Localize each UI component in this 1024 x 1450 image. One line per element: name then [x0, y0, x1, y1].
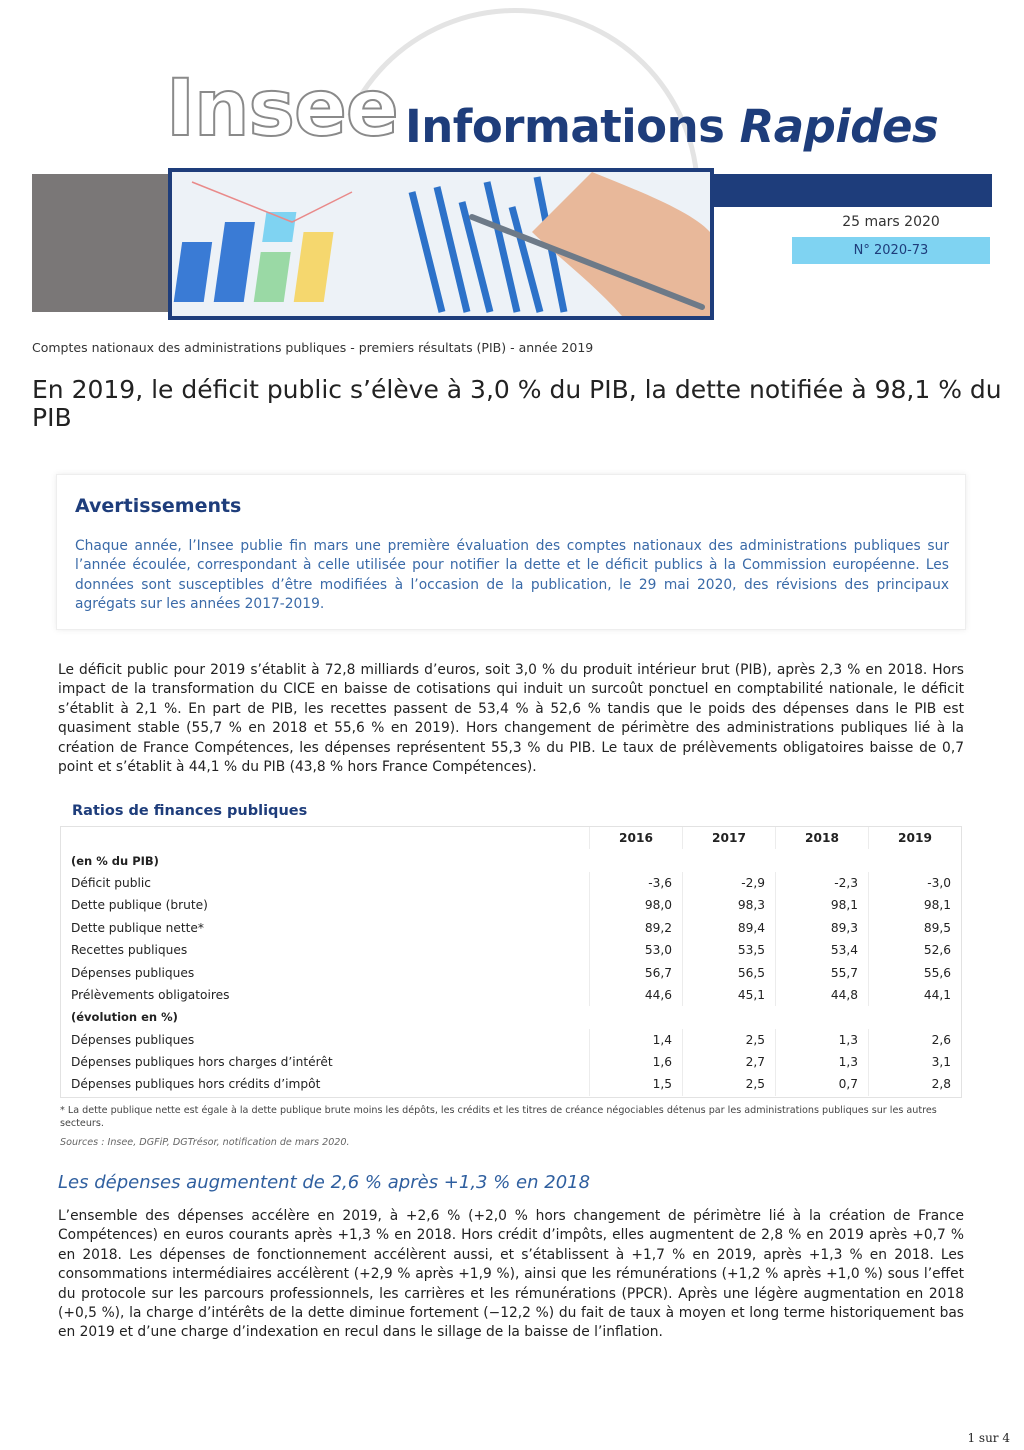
cell-value: 53,4 — [776, 939, 869, 961]
row-label: Dépenses publiques hors crédits d’impôt — [71, 1077, 321, 1092]
insee-logo: Insee — [166, 64, 398, 154]
cell-value: 89,4 — [683, 917, 776, 939]
row-label: Dépenses publiques — [71, 965, 195, 980]
cell-value: 2,5 — [683, 1073, 776, 1095]
publication-title-main: Informations — [405, 100, 725, 153]
warning-text: Chaque année, l’Insee publie fin mars une première évaluation des comptes nationaux des administrations publiques sur l’année écoulée, correspondant à celle utilisée pour notifier la dette et le déficit publics à la Commission européenne. Les données sont susceptibles d’être modifiées à l’occasion de la publication, le 29 mai 2020, des révisions des principaux agrégats sur les années 2017-2019. — [75, 538, 949, 613]
table-row — [61, 894, 961, 916]
table-row — [61, 939, 961, 961]
header-blue-band — [712, 174, 992, 207]
page-number: 1 sur 4 — [967, 1431, 1010, 1445]
cell-value: 44,6 — [590, 984, 683, 1006]
table-section-row — [61, 1006, 961, 1028]
row-label: Déficit public — [71, 875, 151, 890]
cell-value: 44,8 — [776, 984, 869, 1006]
table-row — [61, 917, 961, 939]
row-label: Recettes publiques — [71, 943, 188, 958]
row-label: Dette publique (brute) — [71, 898, 208, 913]
cell-value: 98,0 — [590, 894, 683, 916]
table-row — [61, 961, 961, 983]
table-footnote: * La dette publique nette est égale à la dette publique brute moins les dépôts, les crédits et les titres de créance négociables détenus par les administrations publiques sur les autres secteurs. — [60, 1105, 937, 1129]
cell-value: -2,9 — [683, 872, 776, 894]
publication-number: N° 2020-73 — [792, 237, 990, 264]
cell-value: 2,8 — [869, 1073, 962, 1095]
cell-value: 98,1 — [869, 894, 962, 916]
table-header-year: 2016 — [590, 827, 683, 849]
cell-value: 2,7 — [683, 1051, 776, 1073]
warning-box — [56, 474, 966, 630]
table-title: Ratios de finances publiques — [72, 803, 308, 819]
row-label: Dépenses publiques — [71, 1032, 195, 1047]
cell-value: 55,6 — [869, 961, 962, 983]
cell-value: 44,1 — [869, 984, 962, 1006]
table-row — [61, 872, 961, 894]
cell-value: 56,5 — [683, 961, 776, 983]
cell-value: 98,1 — [776, 894, 869, 916]
cell-value: 89,5 — [869, 917, 962, 939]
cell-value: 53,5 — [683, 939, 776, 961]
cell-value: -3,6 — [590, 872, 683, 894]
publication-date: 25 mars 2020 — [842, 214, 940, 230]
table-row — [61, 1029, 961, 1051]
table-sources: Sources : Insee, DGFiP, DGTrésor, notification de mars 2020. — [60, 1137, 350, 1148]
cell-value: 1,4 — [590, 1029, 683, 1051]
cell-value: 1,5 — [590, 1073, 683, 1095]
cell-value: -3,0 — [869, 872, 962, 894]
page-title: En 2019, le déficit public s’élève à 3,0 % du PIB, la dette notifiée à 98,1 % du PIB — [32, 375, 1002, 432]
table-row — [61, 1051, 961, 1073]
cell-value: 89,2 — [590, 917, 683, 939]
warning-title: Avertissements — [75, 495, 242, 517]
table-header-row — [61, 827, 961, 849]
cell-value: 55,7 — [776, 961, 869, 983]
row-label: Prélèvements obligatoires — [71, 987, 230, 1002]
table-header-label — [61, 827, 590, 849]
publication-title — [405, 100, 939, 153]
section-subtitle: Les dépenses augmentent de 2,6 % après +1,3 % en 2018 — [58, 1172, 591, 1193]
cell-value: 1,6 — [590, 1051, 683, 1073]
row-label: Dette publique nette* — [71, 920, 204, 935]
table-row — [61, 984, 961, 1006]
row-label: Dépenses publiques hors charges d’intérêt — [71, 1055, 333, 1070]
cell-value: 3,1 — [869, 1051, 962, 1073]
cell-value: 53,0 — [590, 939, 683, 961]
finance-ratios-table — [60, 826, 962, 1098]
cell-value: 2,5 — [683, 1029, 776, 1051]
intro-paragraph: Le déficit public pour 2019 s’établit à 72,8 milliards d’euros, soit 3,0 % du produit intérieur brut (PIB), après 2,3 % en 2018. Hors impact de la transformation du CICE en baisse de cotisations qui induit un surcoût ponctuel en comptabilité nationale, le déficit s’établit à 2,1 %. En part de PIB, les recettes passent de 53,4 % à 52,6 % tandis que le poids des dépenses dans le PIB est quasiment stable (55,7 % en 2018 et 55,6 % en 2019). Hors changement de périmètre des administrations publiques lié à la création de France Compétences, les dépenses représentent 55,3 % du PIB. Le taux de prélèvements obligatoires baisse de 0,7 point et s’établit à 44,1 % du PIB (43,8 % hors France Compétences). — [58, 662, 964, 776]
cell-value: 1,3 — [776, 1051, 869, 1073]
table-row — [61, 1073, 961, 1095]
publication-kicker: Comptes nationaux des administrations publiques - premiers résultats (PIB) - année 2019 — [32, 340, 594, 355]
cell-value: 1,3 — [776, 1029, 869, 1051]
table-section-row — [61, 849, 961, 871]
table-section-heading: (évolution en %) — [71, 1010, 178, 1025]
header-photo — [168, 168, 714, 320]
cell-value: 45,1 — [683, 984, 776, 1006]
cell-value: -2,3 — [776, 872, 869, 894]
publication-title-emphasis: Rapides — [739, 100, 939, 153]
spending-paragraph: L’ensemble des dépenses accélère en 2019, à +2,6 % (+2,0 % hors changement de périmètre lié à la création de France Compétences) en euros courants après +1,3 % en 2018. Hors crédit d’impôts, elles augmentent de 2,8 % en 2019 après +0,7 % en 2018. Les dépenses de fonctionnement accélèrent aussi, et s’établissent à +1,7 % en 2019, après +1,3 % en 2018. Les consommations intermédiaires accélèrent (+2,9 % après +1,9 %), ainsi que les rémunérations (+1,2 % après +1,0 %) sous l’effet du protocole sur les parcours professionnels, les carrières et les rémunérations (PPCR). Après une légère augmentation en 2018 (+0,5 %), la charge d’intérêts de la dette diminue fortement (−12,2 %) du fait de taux à moyen et long terme historiquement bas en 2019 et d’une charge d’indexation en recul dans le sillage de la baisse de l’inflation. — [58, 1208, 964, 1341]
cell-value: 98,3 — [683, 894, 776, 916]
cell-value: 56,7 — [590, 961, 683, 983]
table-header-year: 2018 — [776, 827, 869, 849]
cell-value: 89,3 — [776, 917, 869, 939]
table-header-year: 2019 — [869, 827, 962, 849]
cell-value: 52,6 — [869, 939, 962, 961]
table-header-year: 2017 — [683, 827, 776, 849]
cell-value: 0,7 — [776, 1073, 869, 1095]
table-section-heading: (en % du PIB) — [71, 853, 159, 868]
cell-value: 2,6 — [869, 1029, 962, 1051]
